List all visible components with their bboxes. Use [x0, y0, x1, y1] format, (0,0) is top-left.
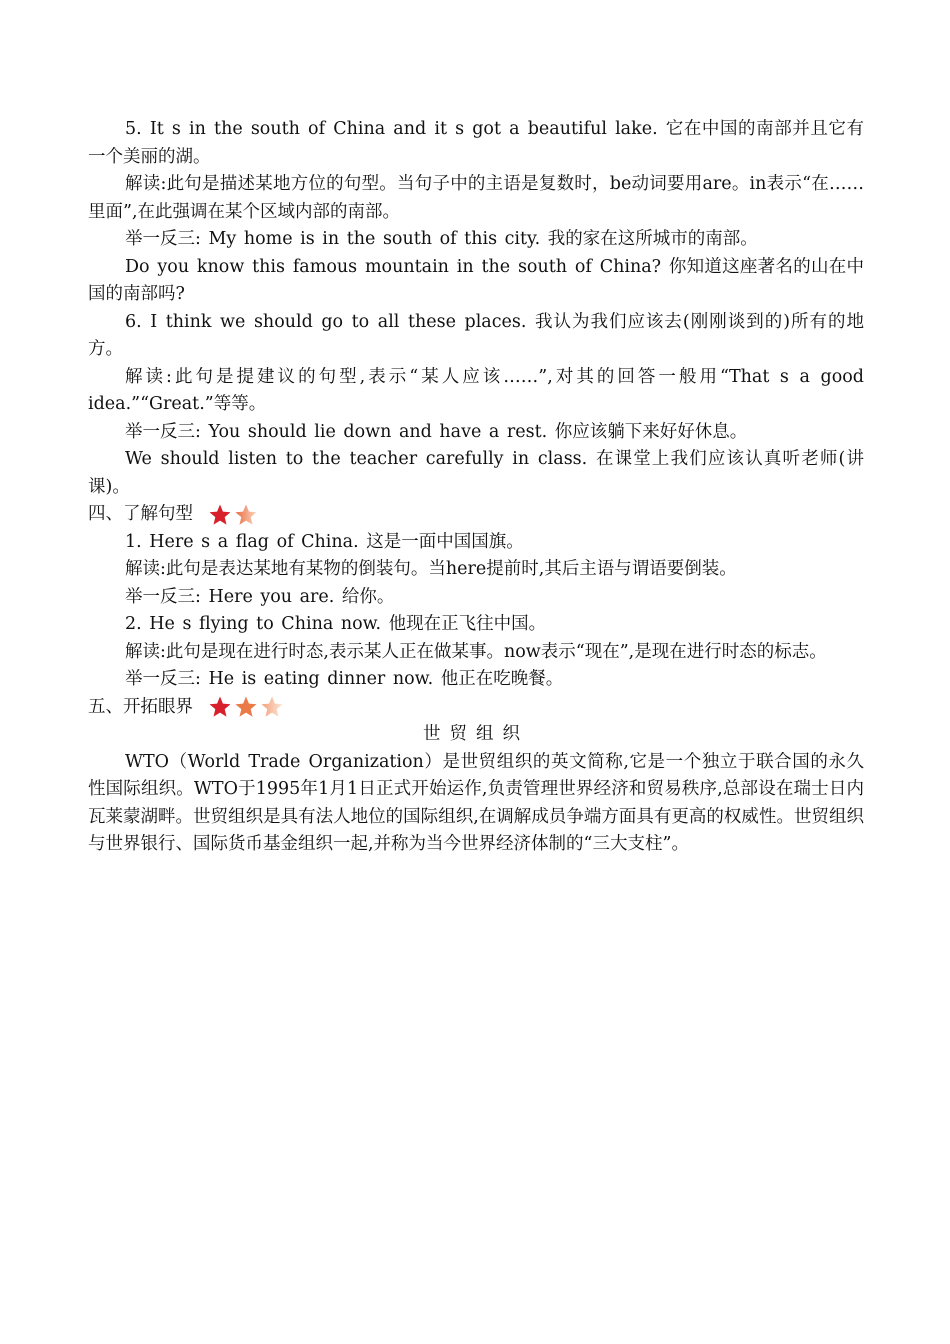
s4-item1-explanation: 解读:此句是表达某地有某物的倒装句。当here提前时,其后主语与谓语要倒装。 — [125, 559, 737, 579]
item5-example-2: Do you know this famous mountain in the south of China? 你知道这座著名的山在中国的南部吗? — [88, 256, 864, 304]
document-page — [88, 116, 864, 859]
difficulty-rating — [207, 503, 259, 527]
star-icon — [233, 695, 259, 719]
s4-item2-example: 举一反三: He is eating dinner now. 他正在吃晚餐。 — [125, 669, 564, 689]
section-5-heading — [88, 694, 864, 722]
section-5-title: 五、开拓眼界 — [88, 696, 193, 717]
item6-example-2: We should listen to the teacher carefully in class. 在课堂上我们应该认真听老师(讲课)。 — [88, 449, 864, 497]
star-icon — [207, 503, 233, 527]
star-icon — [233, 503, 259, 527]
star-icon — [207, 695, 233, 719]
section-4-title: 四、了解句型 — [88, 504, 193, 524]
s4-item2-sentence: 2. He s flying to China now. 他现在正飞往中国。 — [125, 614, 547, 634]
item6-explanation: 解读:此句是提建议的句型,表示“某人应该……”,对其的回答一般用“That s a good idea.”“Great.”等等。 — [88, 366, 864, 414]
item5-explanation: 解读:此句是描述某地方位的句型。当句子中的主语是复数时，be动词要用are。in表示“在……里面”,在此强调在某个区域内部的南部。 — [88, 174, 864, 222]
article-title: 世贸组织 — [423, 724, 529, 744]
s4-item1-example: 举一反三: Here you are. 给你。 — [125, 586, 395, 607]
star-icon — [259, 695, 285, 719]
section-4-heading — [88, 501, 864, 529]
difficulty-rating — [207, 695, 285, 719]
article-body: WTO（World Trade Organization）是世贸组织的英文简称,它是一个独立于联合国的永久性国际组织。WTO于1995年1月1日正式开始运作,负责管理世界经济和贸易秩序,总部设在瑞士日内瓦莱蒙湖畔。世贸组织是具有法人地位的国际组织,在调解成员争端方面具有更高的权威性。世贸组织与世界银行、国际货币基金组织一起,并称为当今世界经济体制的“三大支柱”。 — [88, 751, 864, 854]
item6-sentence: 6. I think we should go to all these places. 我认为我们应该去(刚刚谈到的)所有的地方。 — [88, 311, 864, 359]
s4-item1-sentence: 1. Here s a flag of China. 这是一面中国国旗。 — [125, 531, 524, 552]
item6-example-1: 举一反三: You should lie down and have a rest. 你应该躺下来好好休息。 — [125, 421, 748, 442]
item5-sentence: 5. It s in the south of China and it s got a beautiful lake. 它在中国的南部并且它有一个美丽的湖。 — [88, 119, 864, 167]
s4-item2-explanation: 解读:此句是现在进行时态,表示某人正在做某事。now表示“现在”,是现在进行时态的标志。 — [125, 641, 827, 662]
item5-example-1: 举一反三: My home is in the south of this city. 我的家在这所城市的南部。 — [125, 229, 758, 249]
